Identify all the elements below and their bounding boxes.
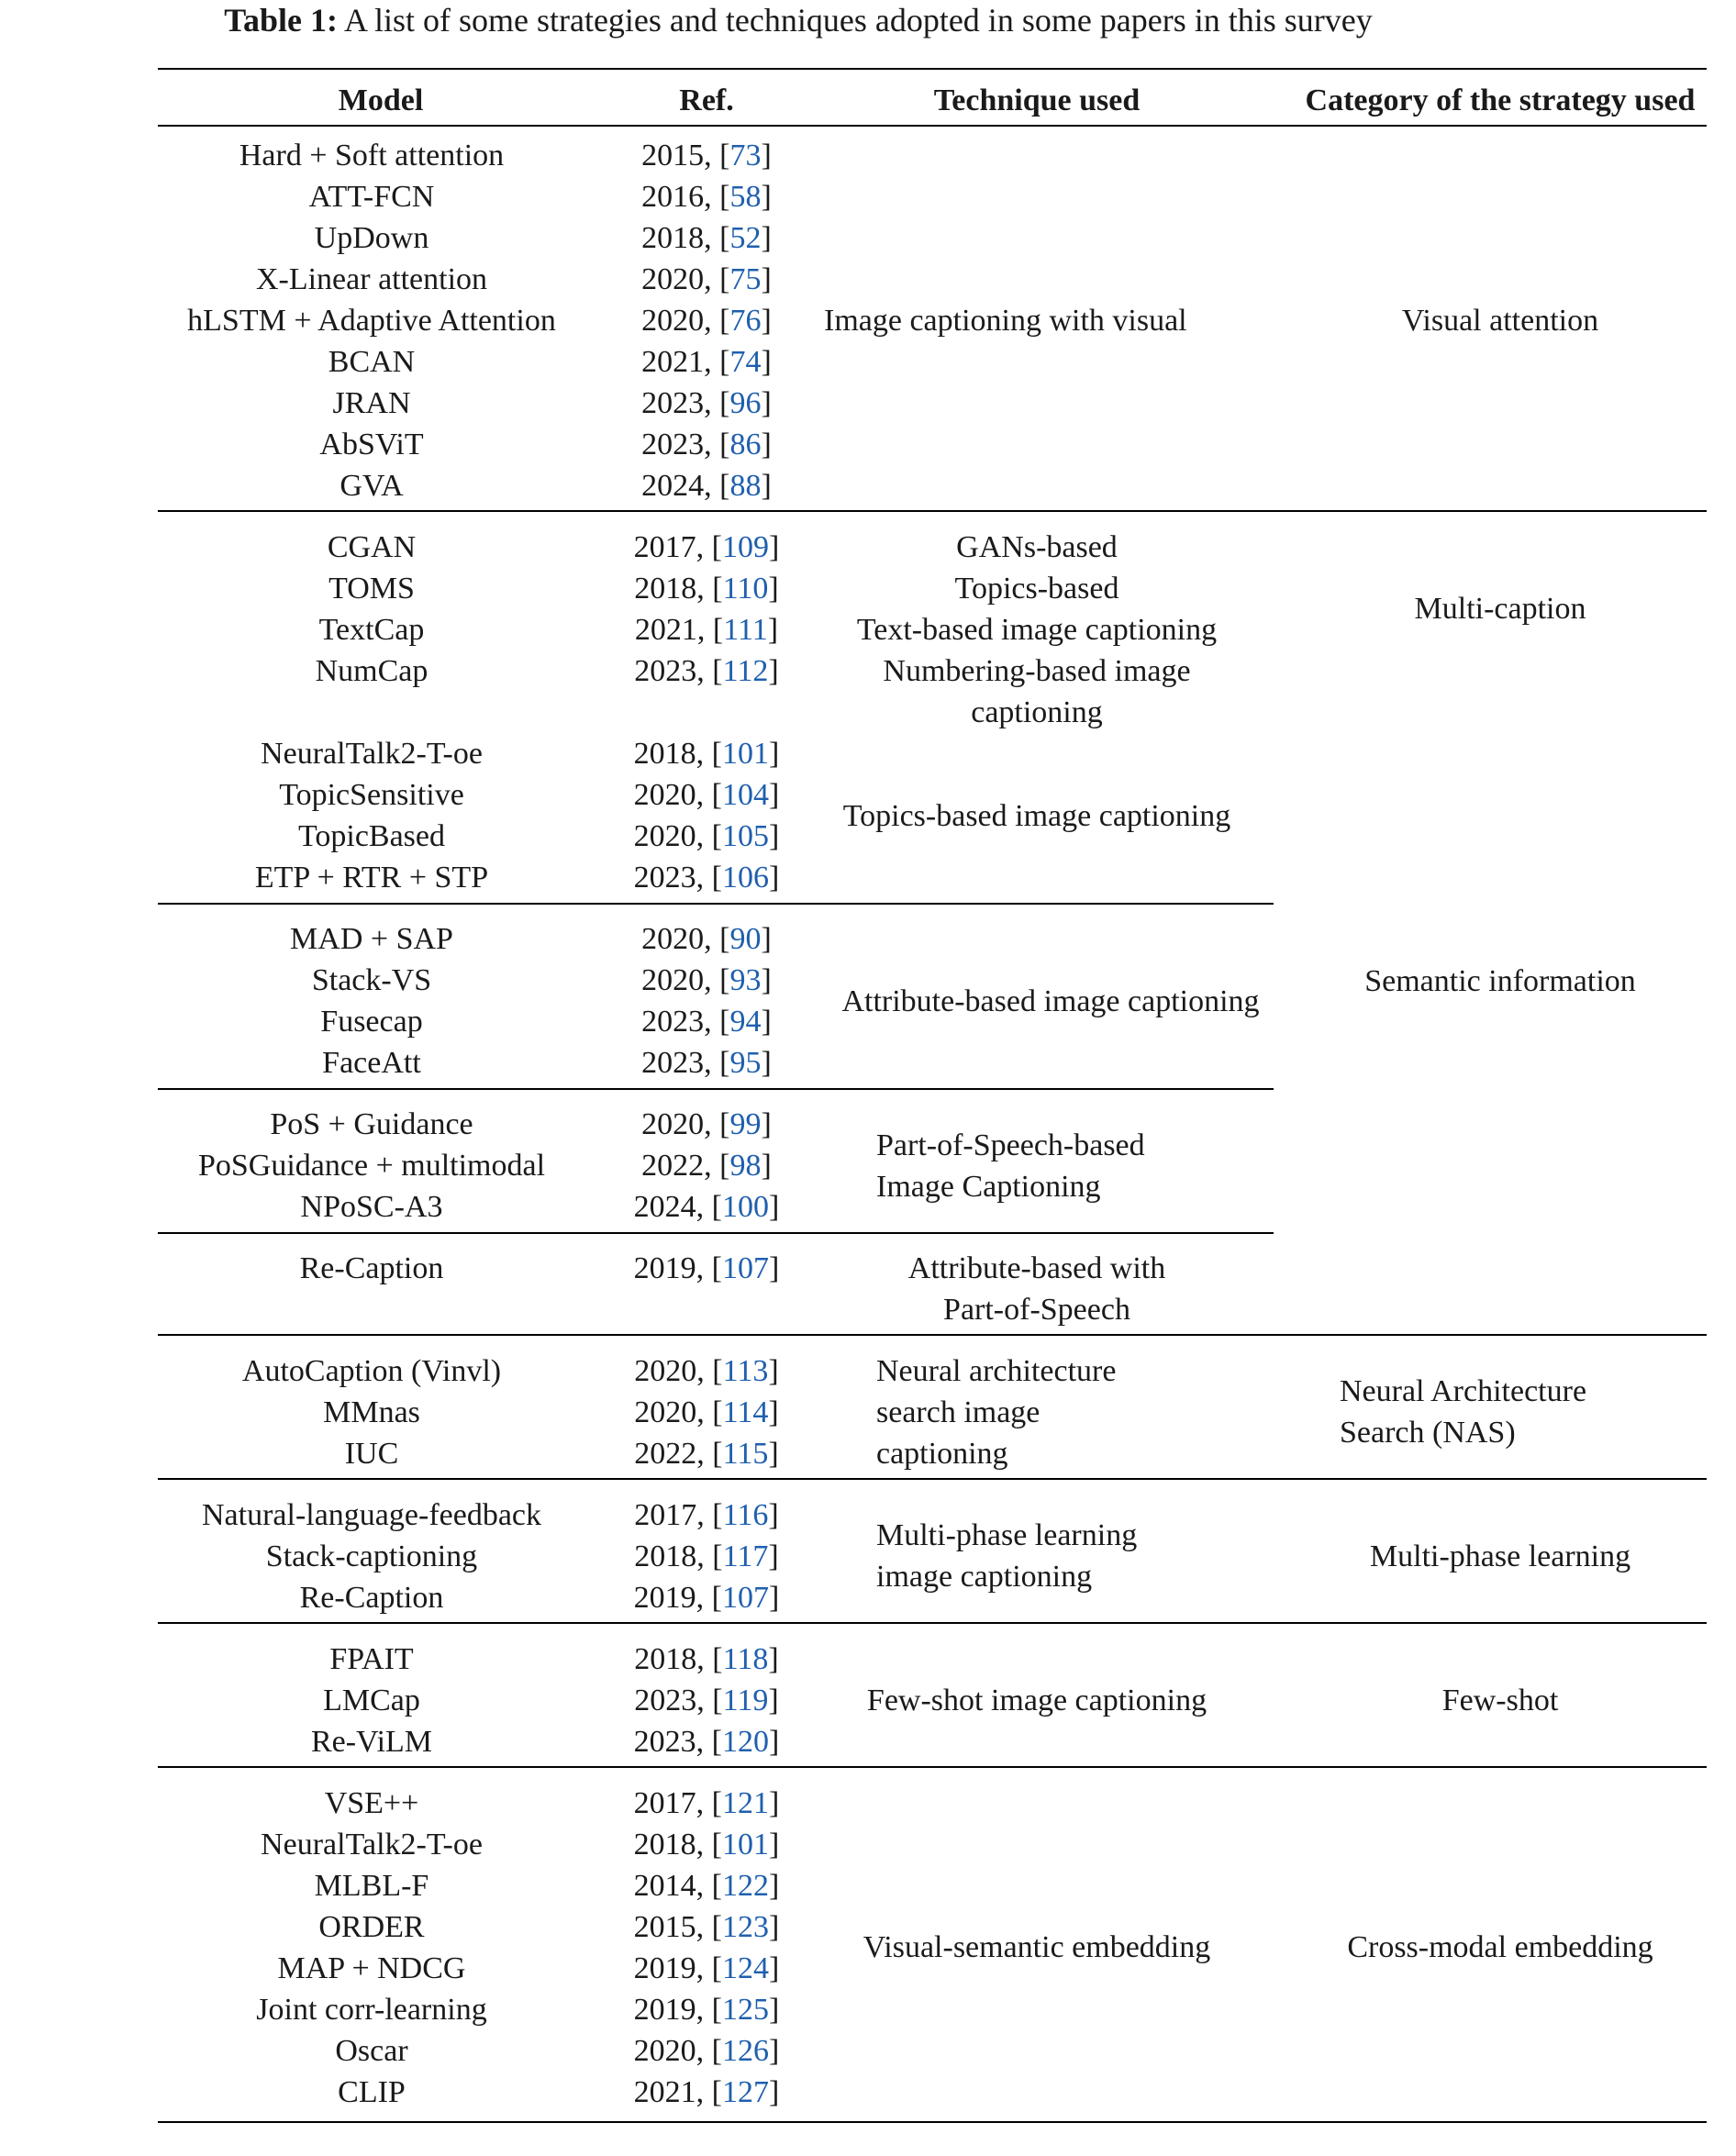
ref-year: 2019 (633, 1251, 696, 1285)
citation-link[interactable]: 75 (729, 262, 762, 296)
model-cell: TopicSensitive (279, 778, 464, 812)
model-cell: NPoSC-A3 (300, 1190, 443, 1224)
ref-year: 2022 (641, 1149, 705, 1183)
ref-year: 2024 (641, 469, 705, 503)
category-cell: Semantic information (1364, 964, 1636, 998)
model-cell: PoS + Guidance (270, 1107, 473, 1141)
ref-cell: 2018, [101] (633, 1828, 780, 1861)
ref-cell: 2018, [52] (641, 221, 772, 255)
citation-link[interactable]: 107 (722, 1581, 769, 1615)
category-cell: Multi-caption (1414, 592, 1586, 626)
ref-cell: 2021, [111] (634, 613, 779, 647)
model-cell: IUC (344, 1437, 399, 1471)
citation-link[interactable]: 119 (722, 1684, 769, 1717)
model-cell: ORDER (318, 1910, 425, 1944)
ref-year: 2023 (634, 1684, 697, 1717)
model-cell: PoSGuidance + multimodal (197, 1149, 546, 1183)
ref-cell: 2018, [110] (634, 572, 779, 606)
citation-link[interactable]: 122 (722, 1869, 769, 1903)
ref-year: 2020 (641, 922, 705, 956)
citation-link[interactable]: 125 (722, 1993, 769, 2027)
ref-year: 2020 (633, 2034, 696, 2068)
technique-cell: GANs-based (956, 530, 1118, 564)
citation-link[interactable]: 123 (722, 1910, 769, 1944)
header-model: Model (338, 83, 424, 117)
model-cell: Natural-language-feedback (202, 1498, 541, 1532)
citation-link[interactable]: 52 (729, 221, 762, 255)
ref-year: 2020 (633, 819, 696, 853)
citation-link[interactable]: 117 (722, 1539, 769, 1573)
ref-cell: 2022, [98] (641, 1149, 772, 1183)
technique-cell: Attribute-based image captioning (841, 984, 1260, 1018)
ref-cell: 2017, [116] (634, 1498, 779, 1532)
ref-year: 2023 (641, 1046, 705, 1080)
model-cell: Stack-VS (311, 963, 432, 997)
citation-link[interactable]: 111 (723, 613, 768, 647)
table-rule (158, 1334, 1707, 1336)
ref-year: 2023 (633, 861, 696, 895)
ref-year: 2024 (633, 1190, 696, 1224)
ref-cell: 2023, [95] (641, 1046, 772, 1080)
technique-cell: Part-of-Speech (943, 1293, 1130, 1327)
model-cell: TextCap (318, 613, 425, 647)
table-rule (158, 68, 1707, 70)
table-caption-label: Table 1: (224, 2, 338, 39)
citation-link[interactable]: 120 (722, 1725, 769, 1759)
ref-cell: 2019, [107] (633, 1251, 780, 1285)
ref-year: 2017 (634, 1498, 697, 1532)
model-cell: Re-ViLM (310, 1725, 433, 1759)
table-rule (158, 1088, 1274, 1090)
table-rule (158, 510, 1707, 512)
ref-cell: 2018, [118] (634, 1642, 779, 1676)
ref-cell: 2021, [74] (641, 345, 772, 379)
citation-link[interactable]: 107 (722, 1251, 769, 1285)
ref-cell: 2020, [75] (641, 262, 772, 296)
ref-cell: 2024, [88] (641, 469, 772, 503)
technique-cell: Part-of-Speech-based (876, 1128, 1145, 1162)
citation-link[interactable]: 73 (729, 139, 762, 172)
ref-year: 2018 (633, 737, 696, 771)
ref-cell: 2019, [124] (633, 1951, 780, 1985)
model-cell: ATT-FCN (308, 180, 435, 214)
ref-year: 2020 (641, 262, 705, 296)
table-caption (0, 0, 1597, 40)
model-cell: FaceAtt (322, 1046, 421, 1080)
citation-link[interactable]: 113 (722, 1354, 769, 1388)
technique-cell: Few-shot image captioning (866, 1684, 1207, 1717)
ref-cell: 2022, [115] (634, 1437, 779, 1471)
table-rule (158, 903, 1274, 905)
ref-cell: 2024, [100] (633, 1190, 780, 1224)
ref-year: 2017 (633, 1786, 696, 1820)
citation-link[interactable]: 115 (722, 1437, 769, 1471)
header-category: Category of the strategy used (1305, 83, 1696, 117)
ref-year: 2015 (633, 1910, 696, 1944)
ref-cell: 2019, [107] (633, 1581, 780, 1615)
model-cell: AbSViT (319, 428, 424, 461)
model-cell: MAP + NDCG (277, 1951, 466, 1985)
ref-cell: 2023, [96] (641, 386, 772, 420)
ref-year: 2018 (634, 1642, 697, 1676)
citation-link[interactable]: 76 (729, 304, 762, 338)
ref-cell: 2023, [106] (633, 861, 780, 895)
model-cell: MAD + SAP (290, 922, 453, 956)
technique-cell: Visual-semantic embedding (862, 1930, 1211, 1964)
technique-cell: captioning (971, 695, 1103, 729)
ref-year: 2018 (634, 572, 697, 606)
citation-link[interactable]: 110 (722, 572, 769, 606)
model-cell: Re-Caption (299, 1251, 444, 1285)
model-cell: Stack-captioning (265, 1539, 478, 1573)
citation-link[interactable]: 96 (729, 386, 762, 420)
ref-cell: 2020, [99] (641, 1107, 772, 1141)
ref-year: 2020 (634, 1395, 697, 1429)
model-cell: TopicBased (297, 819, 446, 853)
citation-link[interactable]: 101 (722, 1828, 769, 1861)
ref-cell: 2015, [123] (633, 1910, 780, 1944)
model-cell: TOMS (328, 572, 415, 606)
technique-cell: Image Captioning (876, 1170, 1101, 1204)
table-caption-text: A list of some strategies and techniques adopted in some papers in this survey (343, 2, 1373, 39)
citation-link[interactable]: 94 (729, 1005, 762, 1039)
citation-link[interactable]: 116 (722, 1498, 769, 1532)
citation-link[interactable]: 99 (729, 1107, 762, 1141)
citation-link[interactable]: 124 (722, 1951, 769, 1985)
ref-year: 2018 (641, 221, 705, 255)
ref-cell: 2023, [120] (633, 1725, 780, 1759)
ref-cell: 2021, [127] (633, 2075, 780, 2109)
category-cell: Visual attention (1401, 304, 1599, 338)
model-cell: NeuralTalk2-T-oe (261, 1828, 483, 1861)
technique-cell: Neural architecture (876, 1354, 1117, 1388)
table-rule (158, 2121, 1707, 2123)
citation-link[interactable]: 86 (729, 428, 762, 461)
technique-cell: Topics-based (954, 572, 1119, 606)
model-cell: CGAN (327, 530, 417, 564)
ref-year: 2020 (641, 1107, 705, 1141)
header-ref: Ref. (679, 83, 734, 117)
ref-year: 2023 (641, 428, 705, 461)
technique-cell: Attribute-based with (907, 1251, 1166, 1285)
model-cell: Oscar (335, 2034, 408, 2068)
citation-link[interactable]: 127 (722, 2075, 769, 2109)
category-cell: Search (NAS) (1340, 1416, 1516, 1450)
model-cell: NeuralTalk2-T-oe (261, 737, 483, 771)
category-cell: Multi-phase learning (1369, 1539, 1631, 1573)
table-rule (158, 125, 1707, 127)
header-technique: Technique used (933, 83, 1141, 117)
category-cell: Neural Architecture (1340, 1374, 1587, 1408)
technique-cell: Numbering-based image (883, 654, 1191, 688)
model-cell: MMnas (323, 1395, 420, 1429)
model-cell: BCAN (328, 345, 416, 379)
citation-link[interactable]: 106 (722, 861, 769, 895)
ref-cell: 2020, [126] (633, 2034, 780, 2068)
model-cell: NumCap (315, 654, 428, 688)
model-cell: Hard + Soft attention (239, 139, 505, 172)
model-cell: CLIP (338, 2075, 406, 2109)
model-cell: UpDown (314, 221, 429, 255)
citation-link[interactable]: 126 (722, 2034, 769, 2068)
ref-cell: 2016, [58] (641, 180, 772, 214)
ref-cell: 2017, [121] (633, 1786, 780, 1820)
model-cell: X-Linear attention (255, 262, 488, 296)
citation-link[interactable]: 101 (722, 737, 769, 771)
ref-year: 2021 (634, 613, 697, 647)
ref-cell: 2020, [113] (634, 1354, 779, 1388)
ref-cell: 2023, [94] (641, 1005, 772, 1039)
ref-cell: 2019, [125] (633, 1993, 780, 2027)
ref-year: 2023 (633, 1725, 696, 1759)
ref-cell: 2018, [101] (633, 737, 780, 771)
model-cell: JRAN (332, 386, 411, 420)
model-cell: GVA (339, 469, 404, 503)
ref-year: 2023 (641, 1005, 705, 1039)
ref-cell: 2020, [105] (633, 819, 780, 853)
model-cell: MLBL-F (314, 1869, 429, 1903)
ref-year: 2021 (641, 345, 705, 379)
ref-cell: 2017, [109] (633, 530, 780, 564)
ref-year: 2019 (633, 1951, 696, 1985)
model-cell: hLSTM + Adaptive Attention (187, 304, 556, 338)
ref-cell: 2023, [119] (634, 1684, 779, 1717)
model-cell: ETP + RTR + STP (254, 861, 489, 895)
citation-link[interactable]: 95 (729, 1046, 762, 1080)
ref-cell: 2023, [112] (634, 654, 779, 688)
model-cell: Fusecap (320, 1005, 423, 1039)
citation-link[interactable]: 98 (729, 1149, 762, 1183)
ref-cell: 2015, [73] (641, 139, 772, 172)
ref-year: 2020 (634, 1354, 697, 1388)
citation-link[interactable]: 104 (722, 778, 769, 812)
citation-link[interactable]: 112 (722, 654, 769, 688)
ref-cell: 2020, [104] (633, 778, 780, 812)
ref-cell: 2018, [117] (634, 1539, 779, 1573)
ref-year: 2020 (641, 963, 705, 997)
ref-cell: 2020, [90] (641, 922, 772, 956)
model-cell: VSE++ (324, 1786, 419, 1820)
technique-cell: Multi-phase learning (876, 1518, 1138, 1552)
technique-cell: Topics-based image captioning (842, 799, 1231, 833)
technique-cell: captioning (876, 1437, 1008, 1471)
technique-cell: Image captioning with visual (824, 304, 1187, 338)
ref-year: 2020 (641, 304, 705, 338)
category-cell: Cross-modal embedding (1347, 1930, 1653, 1964)
ref-year: 2020 (633, 778, 696, 812)
ref-year: 2023 (641, 386, 705, 420)
ref-cell: 2014, [122] (633, 1869, 780, 1903)
model-cell: LMCap (323, 1684, 420, 1717)
ref-year: 2019 (633, 1993, 696, 2027)
citation-link[interactable]: 58 (729, 180, 762, 214)
model-cell: AutoCaption (Vinvl) (241, 1354, 502, 1388)
ref-year: 2021 (633, 2075, 696, 2109)
model-cell: Re-Caption (299, 1581, 444, 1615)
ref-cell: 2020, [114] (634, 1395, 779, 1429)
table-rule (158, 1478, 1707, 1480)
table-rule (158, 1232, 1274, 1234)
ref-cell: 2020, [93] (641, 963, 772, 997)
technique-cell: Text-based image captioning (856, 613, 1218, 647)
ref-year: 2018 (634, 1539, 697, 1573)
ref-year: 2015 (641, 139, 705, 172)
citation-link[interactable]: 109 (722, 530, 769, 564)
citation-link[interactable]: 105 (722, 819, 769, 853)
table-rule (158, 1766, 1707, 1768)
citation-link[interactable]: 93 (729, 963, 762, 997)
ref-year: 2018 (633, 1828, 696, 1861)
citation-link[interactable]: 114 (722, 1395, 769, 1429)
technique-cell: image captioning (876, 1560, 1093, 1594)
ref-year: 2014 (633, 1869, 696, 1903)
ref-year: 2017 (633, 530, 696, 564)
ref-cell: 2020, [76] (641, 304, 772, 338)
model-cell: FPAIT (329, 1642, 414, 1676)
technique-cell: search image (876, 1395, 1040, 1429)
ref-year: 2023 (634, 654, 697, 688)
table-rule (158, 1622, 1707, 1624)
citation-link[interactable]: 88 (729, 469, 762, 503)
category-cell: Few-shot (1441, 1684, 1559, 1717)
ref-year: 2019 (633, 1581, 696, 1615)
citation-link[interactable]: 74 (729, 345, 762, 379)
citation-link[interactable]: 121 (722, 1786, 769, 1820)
citation-link[interactable]: 118 (722, 1642, 769, 1676)
model-cell: Joint corr-learning (256, 1993, 487, 2027)
citation-link[interactable]: 90 (729, 922, 762, 956)
ref-cell: 2023, [86] (641, 428, 772, 461)
ref-year: 2016 (641, 180, 705, 214)
citation-link[interactable]: 100 (722, 1190, 769, 1224)
ref-year: 2022 (634, 1437, 697, 1471)
